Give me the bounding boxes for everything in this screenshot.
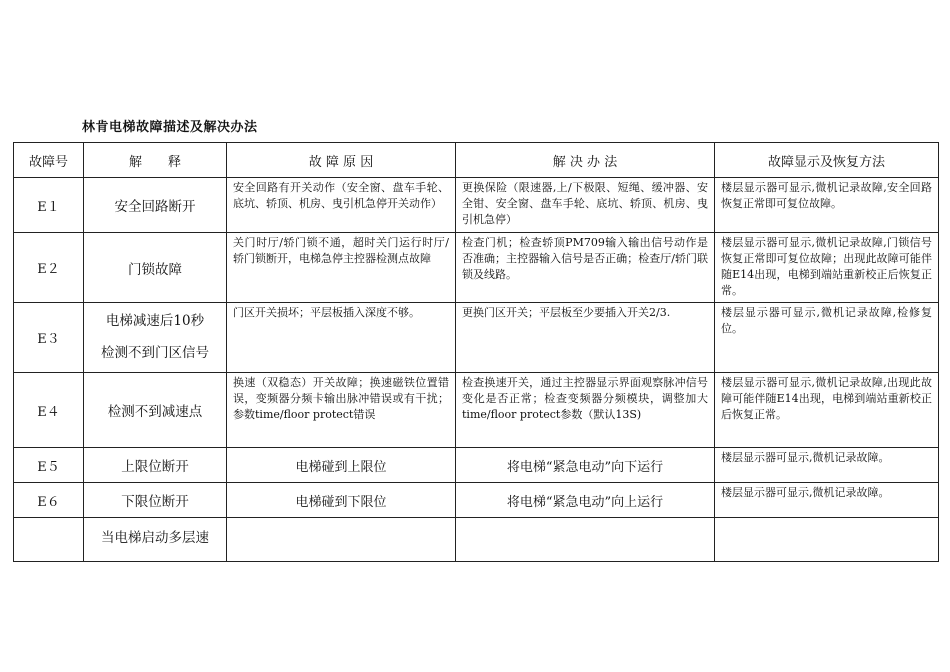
fault-cause: 电梯碰到下限位	[227, 483, 456, 518]
fault-explanation-line: 检测不到门区信号	[101, 345, 209, 361]
fault-cause	[227, 518, 456, 562]
fault-solution: 将电梯“紧急电动”向下运行	[456, 448, 715, 483]
fault-code: E２	[14, 233, 84, 303]
fault-display: 楼层显示器可显示,微机记录故障,门锁信号恢复正常即可复位故障；出现此故障可能伴随E14出现，电梯到端站重新校正后恢复正常。	[715, 233, 939, 303]
fault-explanation: 上限位断开	[84, 448, 227, 483]
fault-explanation-line: 电梯减速后10秒	[105, 313, 205, 329]
fault-cause: 换速（双稳态）开关故障；换速磁铁位置错误，变频器分频卡输出脉冲错误或有干扰；参数time/floor protect错误	[227, 373, 456, 448]
fault-display: 楼层显示器可显示,微机记录故障。	[715, 448, 939, 483]
table-header-row	[14, 143, 939, 178]
fault-display: 楼层显示器可显示,微机记录故障,出现此故障可能伴随E14出现，电梯到端站重新校正后恢复正常。	[715, 373, 939, 448]
fault-display: 楼层显示器可显示,微机记录故障。	[715, 483, 939, 518]
fault-solution: 更换保险（限速器,上/下极限、短绳、缓冲器、安全钳、安全窗、盘车手轮、底坑、轿顶、机房、曳引机急停）	[456, 178, 715, 233]
table-row	[14, 233, 939, 303]
header-explanation: 解 释	[84, 143, 227, 178]
fault-code: E３	[14, 303, 84, 373]
fault-explanation	[84, 303, 227, 373]
fault-display	[715, 518, 939, 562]
fault-display: 楼层显示器可显示,微机记录故障,安全回路恢复正常即可复位故障。	[715, 178, 939, 233]
fault-table	[13, 142, 939, 562]
header-display: 故障显示及恢复方法	[715, 143, 939, 178]
fault-cause: 安全回路有开关动作（安全窗、盘车手轮、底坑、轿顶、机房、曳引机急停开关动作）	[227, 178, 456, 233]
fault-code: E１	[14, 178, 84, 233]
fault-display: 楼层显示器可显示,微机记录故障,检修复位。	[715, 303, 939, 373]
fault-cause: 门区开关损坏；平层板插入深度不够。	[227, 303, 456, 373]
fault-solution: 更换门区开关；平层板至少要插入开关2/3.	[456, 303, 715, 373]
fault-solution: 检查门机；检查轿顶PM709输入输出信号动作是否准确；主控器输入信号是否正确；检查厅/轿门联锁及线路。	[456, 233, 715, 303]
table-row	[14, 178, 939, 233]
fault-code: E６	[14, 483, 84, 518]
table-row	[14, 448, 939, 483]
header-solution: 解 决 办 法	[456, 143, 715, 178]
fault-code	[14, 518, 84, 562]
fault-code: E４	[14, 373, 84, 448]
fault-explanation: 下限位断开	[84, 483, 227, 518]
table-row	[14, 518, 939, 562]
fault-explanation: 当电梯启动多层速	[84, 518, 227, 562]
fault-cause: 电梯碰到上限位	[227, 448, 456, 483]
table-row	[14, 483, 939, 518]
document-title: 林肯电梯故障描述及解决办法	[82, 120, 258, 135]
fault-solution: 检查换速开关，通过主控器显示界面观察脉冲信号变化是否正常；检查变频器分频模块，调整加大time/floor protect参数（默认13S)	[456, 373, 715, 448]
table-row	[14, 303, 939, 373]
table-row	[14, 373, 939, 448]
fault-cause: 关门时厅/轿门锁不通，超时关门运行时厅/轿门锁断开，电梯急停主控器检测点故障	[227, 233, 456, 303]
fault-explanation: 安全回路断开	[84, 178, 227, 233]
header-code: 故障号	[14, 143, 84, 178]
fault-explanation: 门锁故障	[84, 233, 227, 303]
fault-solution	[456, 518, 715, 562]
fault-code: E５	[14, 448, 84, 483]
header-cause: 故 障 原 因	[227, 143, 456, 178]
fault-explanation: 检测不到减速点	[84, 373, 227, 448]
fault-solution: 将电梯“紧急电动”向上运行	[456, 483, 715, 518]
